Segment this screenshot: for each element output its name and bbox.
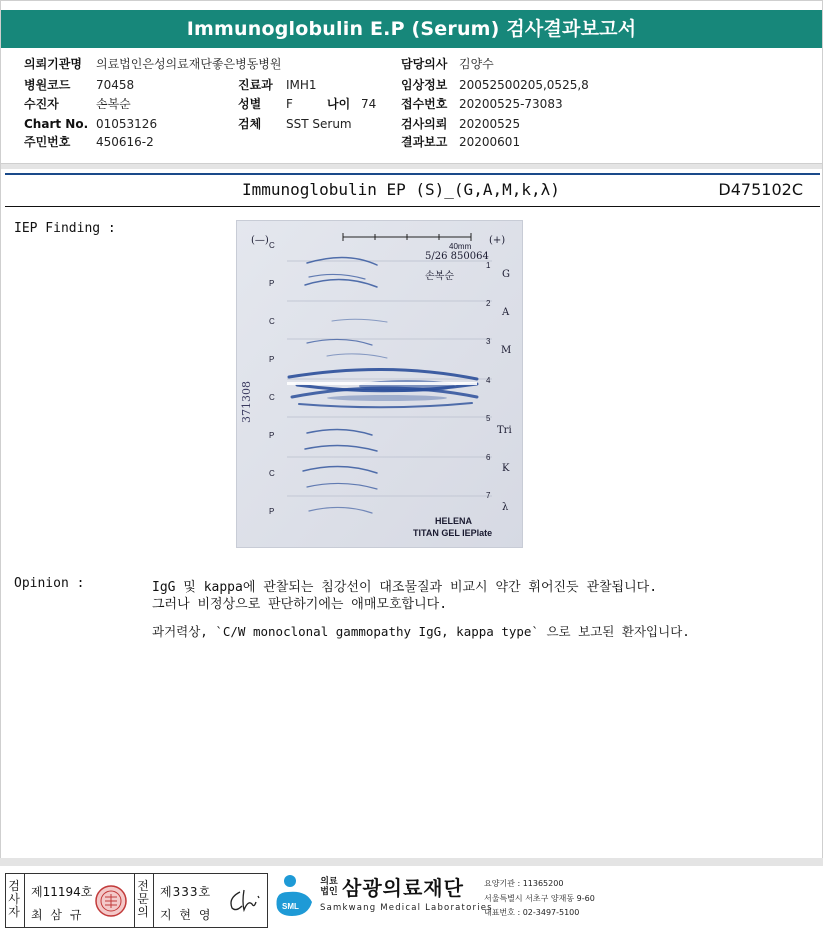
org-name-en: Samkwang Medical Laboratories [320, 903, 493, 913]
specimen-row [238, 117, 388, 131]
chart-no-value: 01053126 [96, 117, 158, 131]
antiserum-label: λ [502, 502, 509, 513]
signature-box [5, 873, 268, 928]
trough-number: 6 [486, 453, 491, 462]
trough-number: 5 [486, 414, 491, 423]
well-label: C [269, 317, 275, 326]
trough-number: 7 [486, 491, 491, 500]
tester-license-no: 제11194호 [31, 885, 93, 899]
well-label: C [269, 241, 275, 250]
clinical-info-value: 20052500205,0525,8 [459, 78, 589, 92]
gel-minus-label: (—) [251, 235, 269, 246]
divider [153, 874, 154, 927]
receipt-no-value: 20200525-73083 [459, 97, 563, 111]
sex-label: 성별 [238, 97, 262, 111]
age-row [327, 97, 397, 111]
opinion-label: Opinion : [14, 576, 85, 591]
trough-number: 4 [486, 376, 491, 385]
doctor-value: 김양수 [459, 57, 494, 71]
antiserum-label: Tri [497, 425, 512, 436]
report-title: Immunoglobulin E.P (Serum) 검사결과보고서 [1, 10, 822, 48]
gel-plus-label: (+) [489, 235, 506, 246]
iep-finding-label: IEP Finding : [14, 221, 116, 236]
institution-label: 의뢰기관명 [24, 57, 82, 71]
receipt-no-label: 접수번호 [401, 97, 448, 111]
resident-no-label: 주민번호 [24, 135, 71, 149]
specialist-label: 전문의 [137, 879, 149, 919]
tester-name: 최 삼 규 [31, 908, 84, 922]
receipt-no-row [401, 97, 621, 111]
gel-product: TITAN GEL IEPlate [413, 528, 493, 538]
org-name: 삼광의료재단 [342, 876, 464, 900]
divider [134, 874, 135, 927]
department-label: 진료과 [238, 78, 273, 92]
opinion-line-1: IgG 및 kappa에 관찰되는 침강선이 대조물질과 비교시 약간 휘어진듯 관찰됩니다. [152, 580, 658, 595]
institution-row [24, 57, 404, 71]
org-phone: 대표번호 : 02-3497-5100 [484, 908, 580, 917]
doctor-row [401, 57, 601, 71]
request-date-label: 검사의뢰 [401, 117, 448, 131]
specialist-license-no: 제333호 [160, 885, 212, 899]
gel-brand: HELENA [435, 516, 473, 526]
divider [5, 206, 820, 207]
clinical-info-label: 임상정보 [401, 78, 448, 92]
test-name: Immunoglobulin EP (S)_(G,A,M,k,λ) [242, 180, 560, 199]
specialist-name: 지 현 영 [160, 908, 213, 922]
hospital-code-row [24, 78, 224, 92]
antiserum-label: G [502, 269, 510, 280]
trough-number: 1 [486, 261, 491, 270]
antiserum-label: M [501, 345, 512, 356]
well-label: P [269, 507, 275, 516]
age-value: 74 [361, 97, 377, 111]
gel-scale-label: 40mm [449, 242, 472, 251]
sex-value: F [286, 97, 293, 111]
signature-icon [224, 884, 264, 918]
patient-name-label: 수진자 [24, 97, 59, 111]
chart-no-row [24, 117, 224, 131]
gel-side-id: 371308 [240, 381, 253, 423]
resident-no-row [24, 135, 224, 149]
antiserum-label: K [502, 463, 510, 474]
footer-divider [0, 858, 823, 866]
hospital-code-label: 병원코드 [24, 78, 71, 92]
org-address: 서울특별시 서초구 양재동 9-60 [484, 894, 595, 903]
trough-number: 2 [486, 299, 491, 308]
gel-patient-label: 손복순 [425, 271, 454, 282]
doctor-label: 담당의사 [401, 57, 448, 71]
org-type: 의료법인 [320, 877, 338, 897]
well-label: P [269, 431, 275, 440]
divider [5, 173, 820, 175]
patient-name-value: 손복순 [96, 97, 131, 111]
patient-name-row [24, 97, 224, 111]
seal-stamp-icon [94, 884, 128, 918]
org-code: 요양기관 : 11365200 [484, 879, 564, 888]
well-label: P [269, 355, 275, 364]
trough-number: 3 [486, 337, 491, 346]
divider [1, 163, 822, 169]
age-label: 나이 [327, 97, 351, 111]
chart-no-label: Chart No. [24, 117, 89, 131]
hospital-code-value: 70458 [96, 78, 135, 92]
request-date-row [401, 117, 601, 131]
tester-label: 검사자 [8, 879, 20, 919]
report-date-value: 20200601 [459, 135, 521, 149]
gel-sample-label: 5/26 850064 [425, 251, 489, 262]
specimen-label: 검체 [238, 117, 262, 131]
request-date-value: 20200525 [459, 117, 521, 131]
opinion-line-3: 과거력상, `C/W monoclonal gammopathy IgG, kappa type` 으로 보고된 환자입니다. [152, 624, 690, 639]
specimen-value: SST Serum [286, 117, 352, 131]
iep-gel-image [236, 220, 523, 548]
department-value: IMH1 [286, 78, 317, 92]
clinical-info-row [401, 78, 621, 92]
well-label: C [269, 469, 275, 478]
report-date-label: 결과보고 [401, 135, 448, 149]
well-label: C [269, 393, 275, 402]
logo-text: SML [282, 902, 299, 911]
gel-bands [237, 221, 523, 548]
test-code: D475102C [718, 180, 803, 199]
divider [24, 874, 25, 927]
resident-no-value: 450616-2 [96, 135, 154, 149]
institution-value: 의료법인은성의료재단좋은병동병원 [96, 57, 282, 71]
samkwang-logo-icon [272, 872, 316, 918]
well-label: P [269, 279, 275, 288]
antiserum-label: A [502, 307, 510, 318]
department-row [238, 78, 388, 92]
opinion-line-2: 그러나 비정상으로 판단하기에는 애매모호합니다. [152, 597, 448, 612]
report-date-row [401, 135, 601, 149]
